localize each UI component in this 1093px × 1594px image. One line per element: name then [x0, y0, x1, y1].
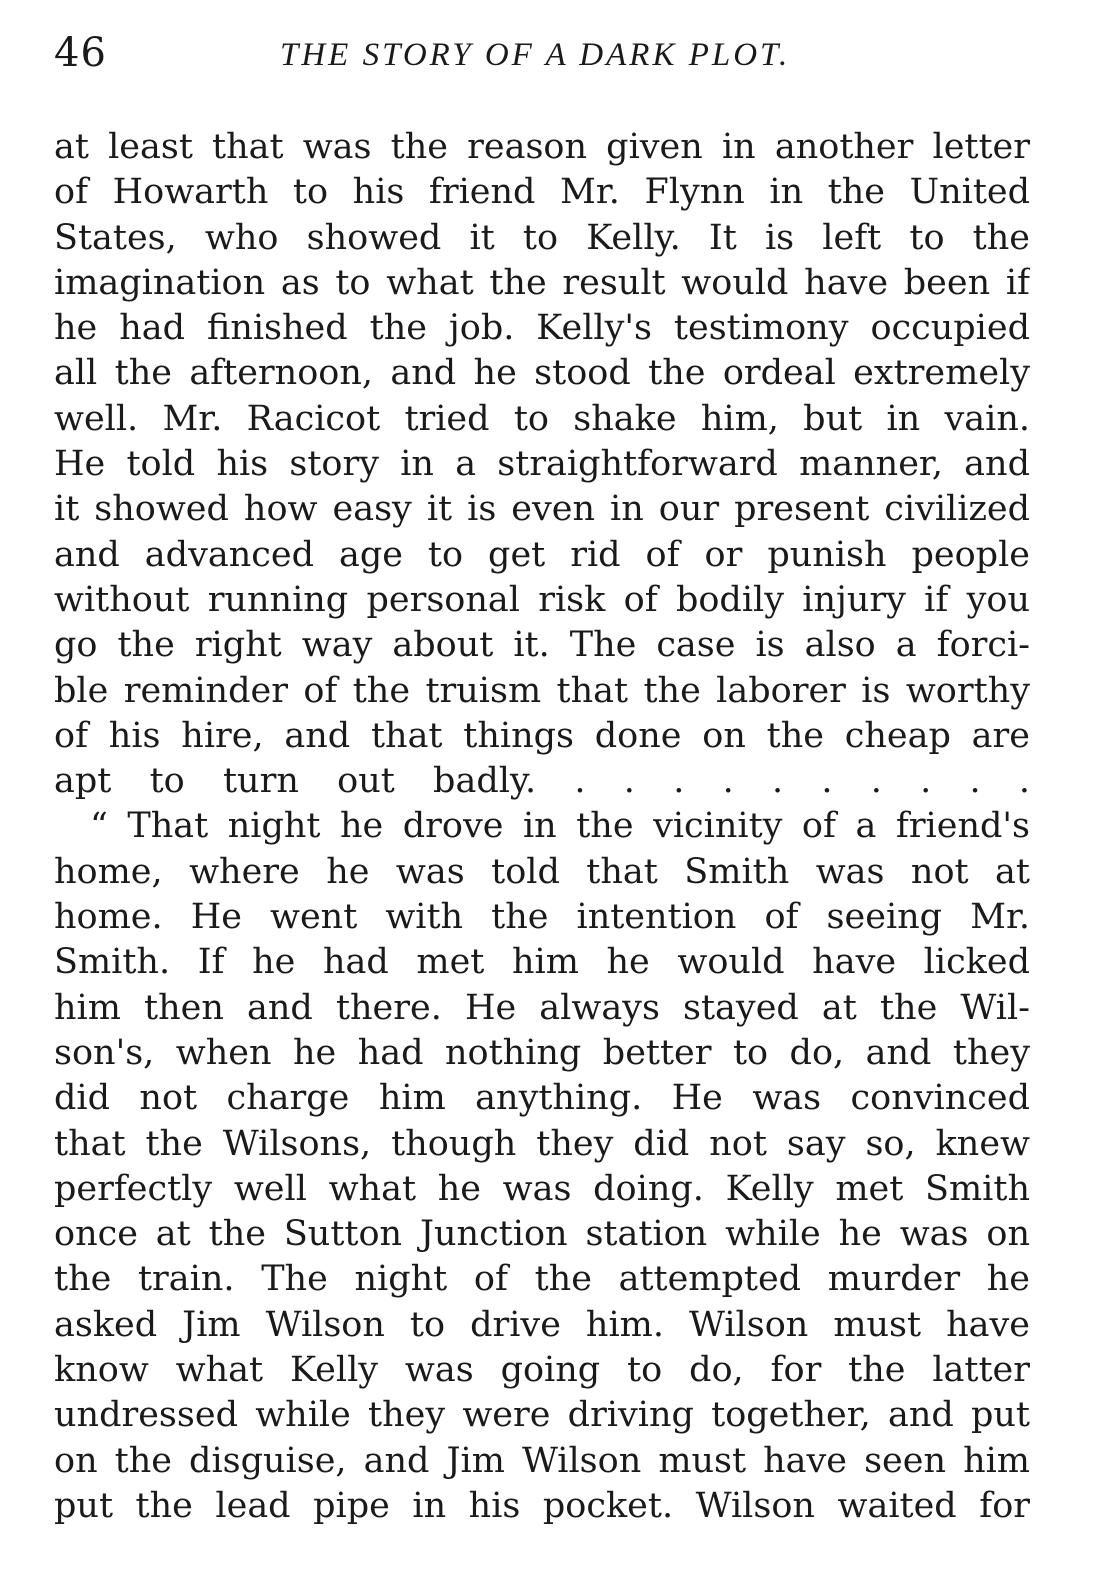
paragraph-start-line: “ That night he drove in the vicinity of a friend's — [90, 806, 1030, 847]
text-line: he had finished the job. Kelly's testimony occupied — [54, 308, 1030, 349]
text-line: did not charge him anything. He was convinced — [54, 1078, 1030, 1119]
text-line: at least that was the reason given in another letter — [54, 127, 1030, 167]
text-line: that the Wilsons, though they did not say so, knew — [54, 1123, 1030, 1164]
text-line: home, where he was told that Smith was not at — [54, 851, 1030, 892]
text-line: asked Jim Wilson to drive him. Wilson must have — [54, 1304, 1030, 1345]
text-line: on the disguise, and Jim Wilson must have seen him — [54, 1440, 1030, 1481]
text-line: him then and there. He always stayed at the Wil- — [54, 987, 1030, 1028]
text-line: ble reminder of the truism that the laborer is worthy — [54, 670, 1030, 711]
text-line: undressed while they were driving together, and put — [54, 1395, 1030, 1436]
text-line: States, who showed it to Kelly. It is left to the — [54, 217, 1030, 258]
text-line: the train. The night of the attempted murder he — [54, 1259, 1030, 1300]
text-line: of Howarth to his friend Mr. Flynn in the United — [54, 172, 1030, 213]
running-head — [54, 28, 1030, 78]
text-line: it showed how easy it is even in our present civilized — [54, 489, 1030, 530]
text-line: and advanced age to get rid of or punish people — [54, 534, 1030, 575]
text-line: without running personal risk of bodily injury if you — [54, 579, 1030, 620]
text-line: He told his story in a straightforward manner, and — [54, 444, 1030, 485]
text-line: go the right way about it. The case is also a forci- — [54, 625, 1030, 666]
text-line: put the lead pipe in his pocket. Wilson waited for — [54, 1485, 1030, 1526]
text-line: perfectly well what he was doing. Kelly met Smith — [54, 1168, 1030, 1209]
text-line: all the afternoon, and he stood the ordeal extremely — [54, 353, 1030, 394]
text-line: know what Kelly was going to do, for the latter — [54, 1350, 1030, 1391]
text-line: once at the Sutton Junction station while he was on — [54, 1214, 1030, 1255]
text-line: home. He went with the intention of seeing Mr. — [54, 897, 1030, 938]
page-number: 46 — [54, 30, 107, 76]
text-line: son's, when he had nothing better to do, and they — [54, 1032, 1030, 1073]
text-line: apt to turn out badly. . . . . . . . . . . — [54, 761, 1030, 802]
running-title: THE STORY OF A DARK PLOT. — [280, 37, 791, 73]
text-line: imagination as to what the result would have been if — [54, 262, 1030, 303]
text-line: well. Mr. Racicot tried to shake him, but in vain. — [54, 398, 1030, 439]
text-line: of his hire, and that things done on the cheap are — [54, 715, 1030, 756]
text-line: Smith. If he had met him he would have licked — [54, 942, 1030, 983]
body-text — [54, 125, 1030, 1529]
